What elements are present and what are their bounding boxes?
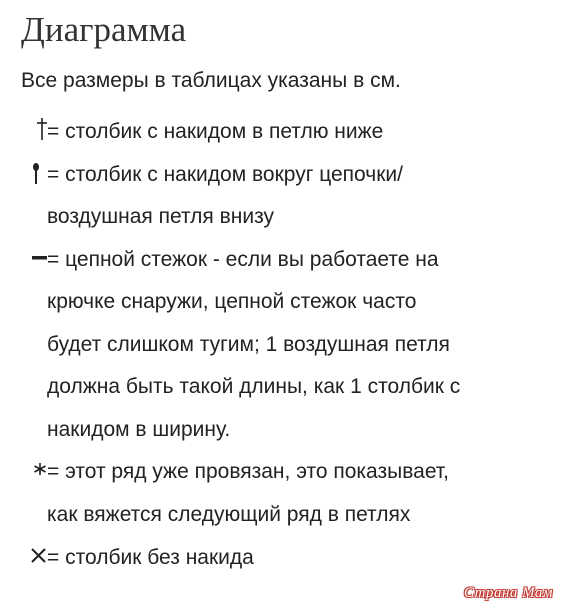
legend-text-line: = столбик с накидом в петлю ниже (47, 120, 384, 143)
legend-text-line: = столбик с накидом вокруг цепочки/ (47, 163, 403, 186)
site-watermark: Страна Мам (463, 585, 553, 601)
legend-text-line: = цепной стежок - если вы работаете на (47, 248, 439, 271)
legend-text-line: накидом в ширину. (47, 418, 231, 441)
legend-text-line: = столбик без накида (47, 546, 254, 569)
x-icon (30, 544, 48, 568)
page-title: Диаграмма (21, 10, 187, 49)
legend-text-line: будет слишком тугим; 1 воздушная петля (47, 333, 450, 356)
legend-text-line: крючке снаружи, цепной стежок часто (47, 290, 417, 313)
page-subtitle: Все размеры в таблицах указаны в см. (21, 69, 401, 92)
legend-text-line: как вяжется следующий ряд в петлях (47, 503, 411, 526)
legend-text-line: должна быть такой длины, как 1 столбик с (47, 375, 461, 398)
legend-text-line: воздушная петля внизу (47, 205, 274, 228)
pin-dot-icon (27, 161, 45, 185)
legend-text-line: = этот ряд уже провязан, это показывает, (47, 460, 449, 483)
